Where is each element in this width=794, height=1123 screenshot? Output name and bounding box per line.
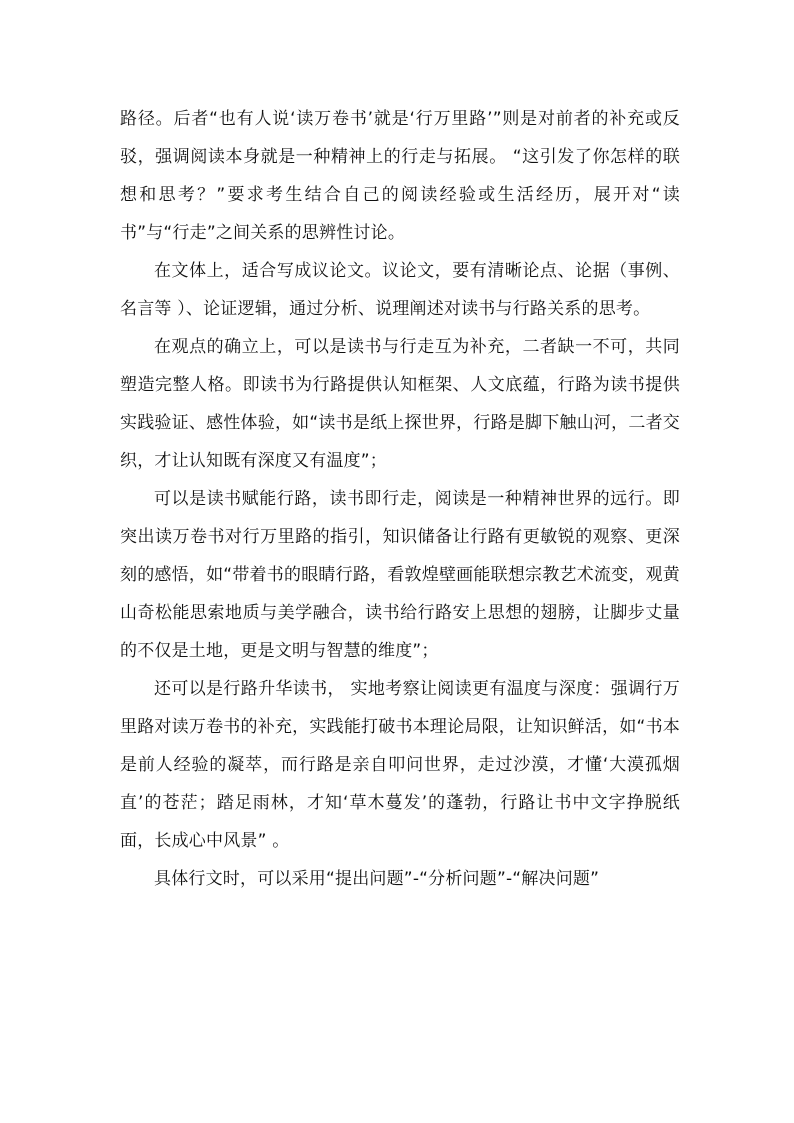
paragraph-viewpoint-complement: 在观点的确立上，可以是读书与行走互为补充，二者缺一不可，共同塑造完整人格。即读书为行路提供认知框架、人文底蕴，行路为读书提供实践验证、感性体验，如“读书是纸上探世界，行路是脚下触山河，二者交织，才让认知既有深度又有温度”； [120, 337, 680, 471]
paragraph-continuation: 路径。后者“也有人说‘读万卷书’就是‘行万里路’”则是对前者的补充或反驳，强调阅读本身就是一种精神上的行走与拓展。 “这引发了你怎样的联想和思考？”要求考生结合自己的阅读经验或生活经历，展开对“读书”与“行走”之间关系的思辨性讨论。 [120, 109, 680, 243]
paragraph-viewpoint-travel-elevates: 还可以是行路升华读书， 实地考察让阅读更有温度与深度：强调行万里路对读万卷书的补充，实践能打破书本理论局限，让知识鲜活，如“书本是前人经验的凝萃，而行路是亲自叩问世界，走过沙漠，才懂‘大漠孤烟直’的苍茫；踏足雨林，才知‘草木蔓发’的蓬勃，行路让书中文字挣脱纸面，长成心中风景” 。 [120, 679, 680, 851]
paragraph-viewpoint-reading-empowers: 可以是读书赋能行路，读书即行走，阅读是一种精神世界的远行。即突出读万卷书对行万里路的指引，知识储备让行路有更敏锐的观察、更深刻的感悟，如“带着书的眼睛行路，看敦煌壁画能联想宗教艺术流变，观黄山奇松能思索地质与美学融合，读书给行路安上思想的翅膀，让脚步丈量的不仅是土地，更是文明与智慧的维度”； [120, 489, 680, 661]
paragraph-genre: 在文体上，适合写成议论文。议论文，要有清晰论点、论据（事例、名言等 ）、论证逻辑，通过分析、说理阐述对读书与行路关系的思考。 [120, 261, 680, 319]
paragraph-structure: 具体行文时，可以采用“提出问题”-“分析问题”-“解决问题” [154, 869, 600, 889]
document-body [120, 100, 680, 898]
